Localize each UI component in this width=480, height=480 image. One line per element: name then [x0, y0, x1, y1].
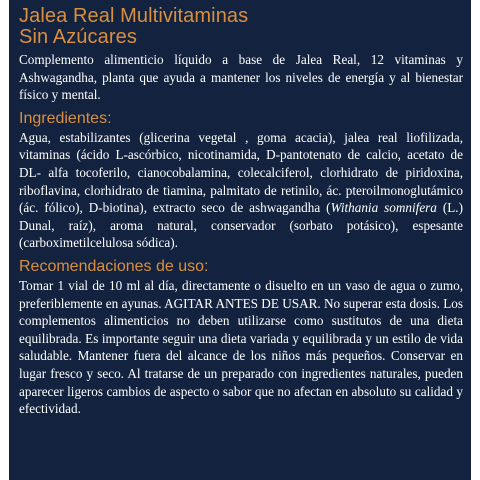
ingredients-text-before: Agua, estabilizantes (glicerina vegetal , goma acacia), jalea real liofilizada, vitaminas (ácido L-ascórbico, nicotinamida, D-pantotenato de calcio, acetato de DL- alfa tocoferilo, cianocobalamina, colecalciferol, clorhidrato de piridoxina, riboflavina, clorhidrato de tiamina, palmitato de retinilo, ác. pteroilmonoglutámico (ác. fólico), D-biotina), extracto seco de ashwagandha (	[19, 129, 463, 216]
product-title-line2: Sin Azúcares	[19, 26, 137, 48]
ingredients-text-after: (L.) Dunal, raíz), aroma natural, conservador (sorbato potásico), espesante (carboximetilcelulosa sódica).	[19, 200, 464, 251]
label-content	[19, 6, 463, 418]
usage-text: Tomar 1 vial de 10 ml al día, directamente o disuelto en un vaso de agua o zumo, preferiblemente en ayunas. AGITAR ANTES DE USAR. No superar esta dosis. Los complementos alimenticios no deben utilizarse como sustitutos de una dieta equilibrada. Es importante seguir una dieta variada y equilibrada y un estilo de vida saludable. Mantener fuera del alcance de los niños más pequeños. Conservar en lugar fresco y seco. Al tratarse de un preparado con ingredientes naturales, pueden aparecer ligeros cambios de aspecto o sabor que no afectan en absoluto su calidad y efectividad.	[19, 277, 463, 417]
ingredients-text	[19, 129, 463, 252]
label-panel	[9, 0, 471, 480]
ingredients-heading: Ingredientes:	[19, 109, 112, 127]
product-description: Complemento alimenticio líquido a base de Jalea Real, 12 vitaminas y Ashwagandha, planta que ayuda a mantener los niveles de energía y al bienestar físico y mental.	[19, 52, 463, 103]
product-title	[19, 6, 463, 48]
usage-heading: Recomendaciones de uso:	[19, 257, 209, 275]
product-title-line1: Jalea Real Multivitaminas	[19, 5, 249, 27]
ingredients-species-name: Withania somnifera	[330, 200, 437, 216]
